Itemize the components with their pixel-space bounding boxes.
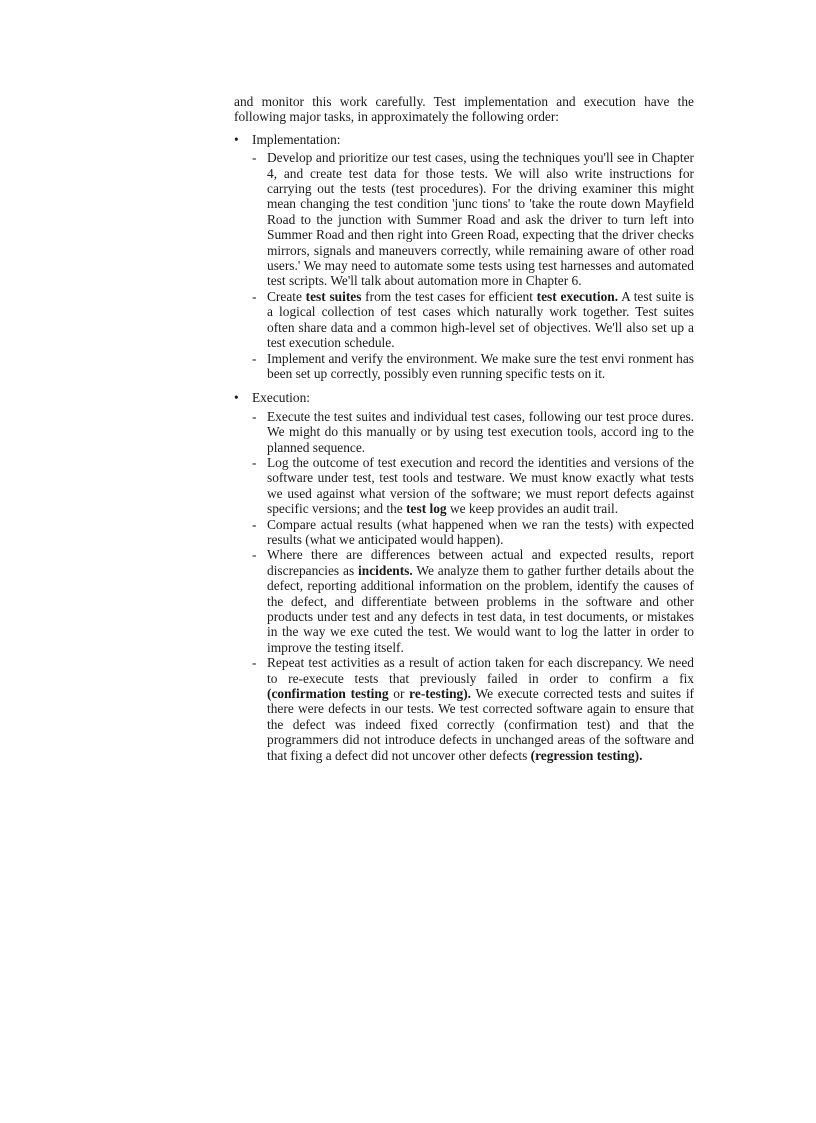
section-implementation	[234, 132, 694, 382]
text-run: Execute the test suites and individual test cases, following our test proce dures. We might do this manually or by using test execution tools, accord ing to the planned sequence.	[267, 408, 694, 455]
text-run: We execute corrected tests and suites if there were defects in our tests. We test corrected software again to ensure that the defect was indeed fixed correctly (confirmation test) and that the programmers did not introduce defects in unchanged areas of the software and that fixing a defect did not uncover other defects	[267, 686, 694, 763]
dash-marker: -	[252, 350, 257, 366]
list-item	[252, 351, 694, 382]
list-item	[252, 455, 694, 517]
text-run: or	[388, 686, 410, 702]
text-run: A test suite is a logical collection of test cases which naturally work together. Test suites often share data and a common high-level set of objectives. We'll also set up a test execution schedule.	[267, 288, 694, 351]
text-run: Develop and prioritize our test cases, using the techniques you'll see in Chapter 4, and create test data for those tests. We will also write instructions for carrying out the tests (test procedures). For the driving examiner this might mean changing the test condition 'junc tions' to 'take the route down Mayfield Road to the junction with Summer Road and ask the driver to turn left into Summer Road and then right into Green Road, expecting that the driver checks mirrors, signals and maneuvers correctly, while remaining aware of other road users.' We may need to automate some tests using test harnesses and automated test scripts. We'll talk about automation more in Chapter 6.	[267, 150, 694, 289]
bold-term: test suites	[305, 288, 362, 304]
dash-marker: -	[252, 655, 257, 671]
text-run: Implement and verify the environment. We make sure the test envi ronment has been set up correctly, possibly even running specific tests on it.	[267, 350, 694, 381]
text-run: Repeat test activities as a result of action taken for each discrepancy. We need to re-execute tests that previously failed in order to confirm a fix	[267, 655, 694, 686]
sub-list	[252, 409, 694, 763]
bold-term: test log	[406, 501, 447, 517]
list-item	[252, 409, 694, 455]
list-item	[252, 547, 694, 655]
bullet-icon: •	[234, 131, 239, 147]
sub-list	[252, 150, 694, 381]
text-run: Compare actual results (what happened when we ran the tests) with expected results (what we anticipated would happen).	[267, 516, 694, 547]
bullet-icon: •	[234, 390, 239, 406]
dash-marker: -	[252, 288, 257, 304]
bold-term: incidents.	[358, 562, 413, 578]
document-page	[234, 94, 694, 772]
section-heading: Execution:	[252, 390, 311, 406]
text-run: from the test cases for efficient	[361, 288, 537, 304]
list-item	[252, 517, 694, 548]
list-item	[252, 289, 694, 351]
task-list	[234, 132, 694, 763]
section-execution	[234, 390, 694, 763]
text-run: Where there are differences between actual and expected results, report discrepancies as	[267, 547, 694, 578]
text-run: Create	[267, 288, 306, 304]
dash-marker: -	[252, 454, 257, 470]
section-heading: Implementation:	[252, 131, 341, 147]
bold-term: (regression testing).	[530, 747, 643, 763]
dash-marker: -	[252, 150, 257, 166]
bold-term: test execution.	[536, 288, 619, 304]
dash-marker: -	[252, 516, 257, 532]
bold-term: re-testing).	[409, 686, 472, 702]
dash-marker: -	[252, 408, 257, 424]
intro-paragraph: and monitor this work carefully. Test implementation and execution have the following major tasks, in approximately the following order:	[234, 94, 694, 125]
text-run: we keep provides an audit trail.	[446, 501, 619, 517]
list-item	[252, 150, 694, 289]
dash-marker: -	[252, 547, 257, 563]
bold-term: (confirmation testing	[267, 686, 389, 702]
text-run: We analyze them to gather further details about the defect, reporting additional information on the problem, identify the causes of the defect, and differentiate between problems in the software and other products under test and any defects in test data, in test documents, or mistakes in the way we exe cuted the test. We would want to log the latter in order to improve the testing itself.	[267, 562, 694, 655]
text-run: Log the outcome of test execution and record the identities and versions of the software under test, test tools and testware. We must know exactly what tests we used against what version of the software; we must report defects against specific versions; and the	[267, 454, 694, 517]
list-item	[252, 655, 694, 763]
